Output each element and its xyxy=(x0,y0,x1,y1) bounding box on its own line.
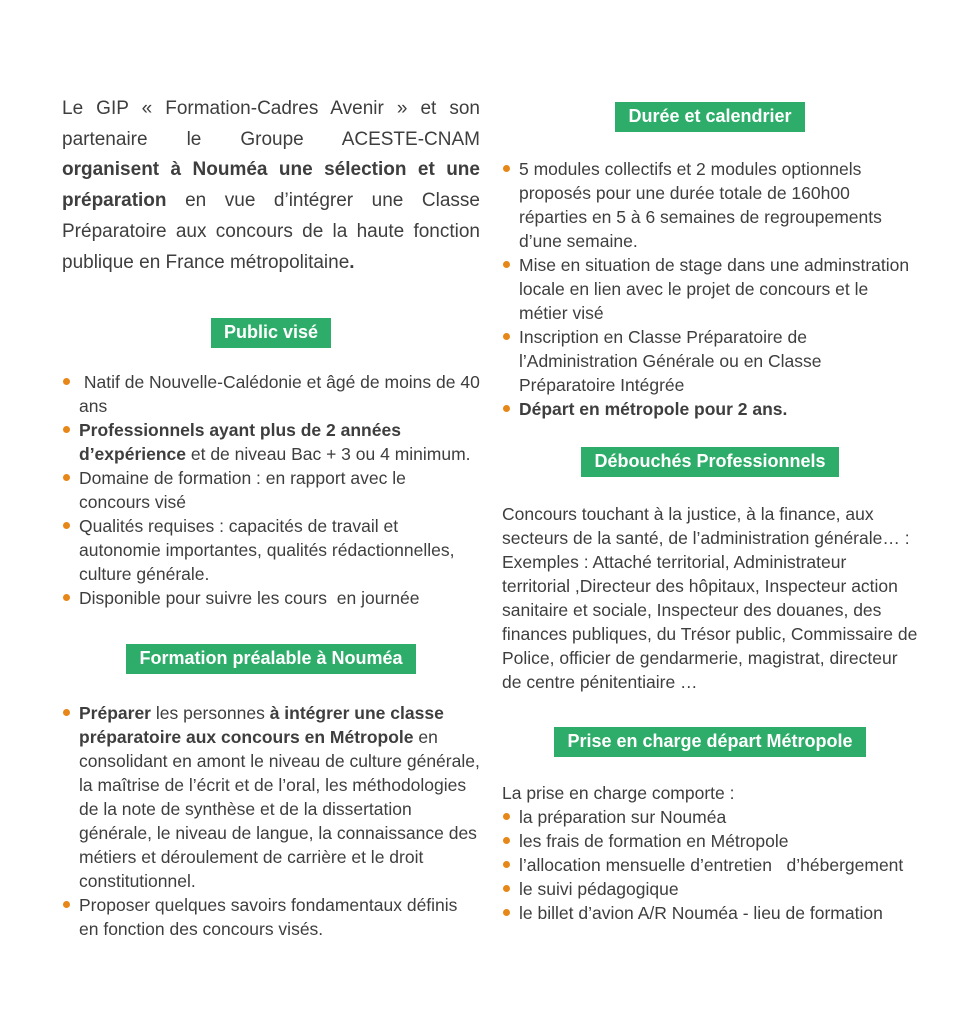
bullet-text: le billet d’avion A/R Nouméa - lieu de formation xyxy=(519,903,883,923)
bullet-dot-icon xyxy=(503,165,510,172)
bullet-item xyxy=(62,418,480,466)
section-prise-en-charge xyxy=(502,727,918,925)
section-formation-prealable xyxy=(62,644,485,941)
bullet-dot-icon xyxy=(63,474,70,481)
bullet-text: Domaine de formation : en rapport avec le concours visé xyxy=(79,468,411,513)
bullet-list-prise-en-charge xyxy=(502,805,918,925)
bullet-dot-icon xyxy=(63,426,70,433)
bullet-dot-icon xyxy=(503,813,510,820)
right-column xyxy=(502,94,923,941)
bullet-text: Natif de Nouvelle-Calédonie et âgé de moins de 40 ans xyxy=(79,372,485,417)
bullet-text: l’allocation mensuelle d’entretien d’hébergement xyxy=(519,855,904,875)
bullet-dot-icon xyxy=(503,261,510,268)
bullet-dot-icon xyxy=(503,909,510,916)
bullet-dot-icon xyxy=(63,709,70,716)
bullet-item xyxy=(62,370,485,418)
bullet-text: Professionnels ayant plus de 2 années d’expérience et de niveau Bac + 3 ou 4 minimum. xyxy=(79,420,471,465)
bullet-item xyxy=(502,325,918,397)
section-badge-formation-prealable: Formation préalable à Nouméa xyxy=(126,644,415,674)
bullet-text: le suivi pédagogique xyxy=(519,879,679,899)
section-badge-public-vise: Public visé xyxy=(211,318,331,348)
intro-paragraph: Le GIP « Formation-Cadres Avenir » et son partenaire le Groupe ACESTE-CNAM organisent à Nouméa une sélection et une préparation en vue d’intégrer une Classe Préparatoire aux concours de la haute fonction publique en France métropolitaine. xyxy=(62,98,486,273)
bullet-dot-icon xyxy=(503,861,510,868)
bullet-list-formation-prealable xyxy=(62,701,485,941)
bullet-dot-icon xyxy=(63,378,70,385)
section-debouches-professionnels xyxy=(502,447,923,694)
badge-row xyxy=(62,644,480,674)
left-column xyxy=(62,94,486,941)
bullet-item xyxy=(502,877,918,901)
bullet-text: Qualités requises : capacités de travail et autonomie importantes, qualités rédactionnelles, culture générale. xyxy=(79,516,460,585)
bullet-dot-icon xyxy=(63,522,70,529)
bullet-item xyxy=(502,901,918,925)
bullet-item xyxy=(62,893,480,941)
bullet-text: Préparer les personnes à intégrer une classe préparatoire aux concours en Métropole en consolidant en amont le niveau de culture générale, la maîtrise de l’écrit et de l’oral, les méthodologies de la note de synthèse et de la dissertation générale, le niveau de langue, la connaissance des métiers et déroulement de carrière et le droit constitutionnel. xyxy=(79,703,485,892)
badge-row xyxy=(502,102,918,132)
section-duree-calendrier xyxy=(502,102,918,421)
bullet-text: la préparation sur Nouméa xyxy=(519,807,727,827)
bullet-item xyxy=(62,701,485,893)
bullet-item xyxy=(502,397,918,421)
bullet-dot-icon xyxy=(63,901,70,908)
bullet-dot-icon xyxy=(503,333,510,340)
badge-row xyxy=(502,727,918,757)
bullet-dot-icon xyxy=(63,594,70,601)
bullet-list-duree-calendrier xyxy=(502,157,918,421)
bullet-text: Disponible pour suivre les cours en journée xyxy=(79,588,420,609)
section-badge-prise-en-charge: Prise en charge départ Métropole xyxy=(554,727,865,757)
bullet-item xyxy=(502,829,918,853)
bullet-item xyxy=(62,466,480,514)
bullet-dot-icon xyxy=(503,837,510,844)
bullet-text: Proposer quelques savoirs fondamentaux définis en fonction des concours visés. xyxy=(79,895,463,940)
section-badge-duree-calendrier: Durée et calendrier xyxy=(615,102,804,132)
bullet-text: Départ en métropole pour 2 ans. xyxy=(519,399,788,419)
bullet-text: 5 modules collectifs et 2 modules optionnels proposés pour une durée totale de 160h00 réparties en 5 à 6 semaines de regroupements d’une semaine. xyxy=(519,159,887,251)
bullet-item xyxy=(502,253,918,325)
bullet-text: Mise en situation de stage dans une adminstration locale en lien avec le projet de concours et le métier visé xyxy=(519,255,914,323)
bullet-text: les frais de formation en Métropole xyxy=(519,831,789,851)
bullet-item xyxy=(502,157,918,253)
bullet-item xyxy=(502,805,918,829)
bullet-dot-icon xyxy=(503,885,510,892)
bullet-list-public-vise xyxy=(62,370,485,610)
section-badge-debouches: Débouchés Professionnels xyxy=(581,447,838,477)
section-public-vise xyxy=(62,318,485,610)
bullet-text: Inscription en Classe Préparatoire de l’Administration Générale ou en Classe Préparatoire Intégrée xyxy=(519,327,827,395)
prise-en-charge-lead: La prise en charge comporte : xyxy=(502,783,735,803)
bullet-item xyxy=(62,514,480,586)
debouches-paragraph: Concours touchant à la justice, à la finance, aux secteurs de la santé, de l’administration générale… : Exemples : Attaché territorial, Administrateur territorial ,Directeur des hôpitaux, Inspecteur action sanitaire et sociale, Inspecteur des douanes, des finances publiques, du Trésor public, Commissaire de Police, officier de gendarmerie, magistrat, directeur de centre pénitentiaire … xyxy=(502,504,923,692)
bullet-dot-icon xyxy=(503,405,510,412)
badge-row xyxy=(62,318,480,348)
badge-row xyxy=(502,447,918,477)
bullet-item xyxy=(502,853,918,877)
bullet-item xyxy=(62,586,480,610)
